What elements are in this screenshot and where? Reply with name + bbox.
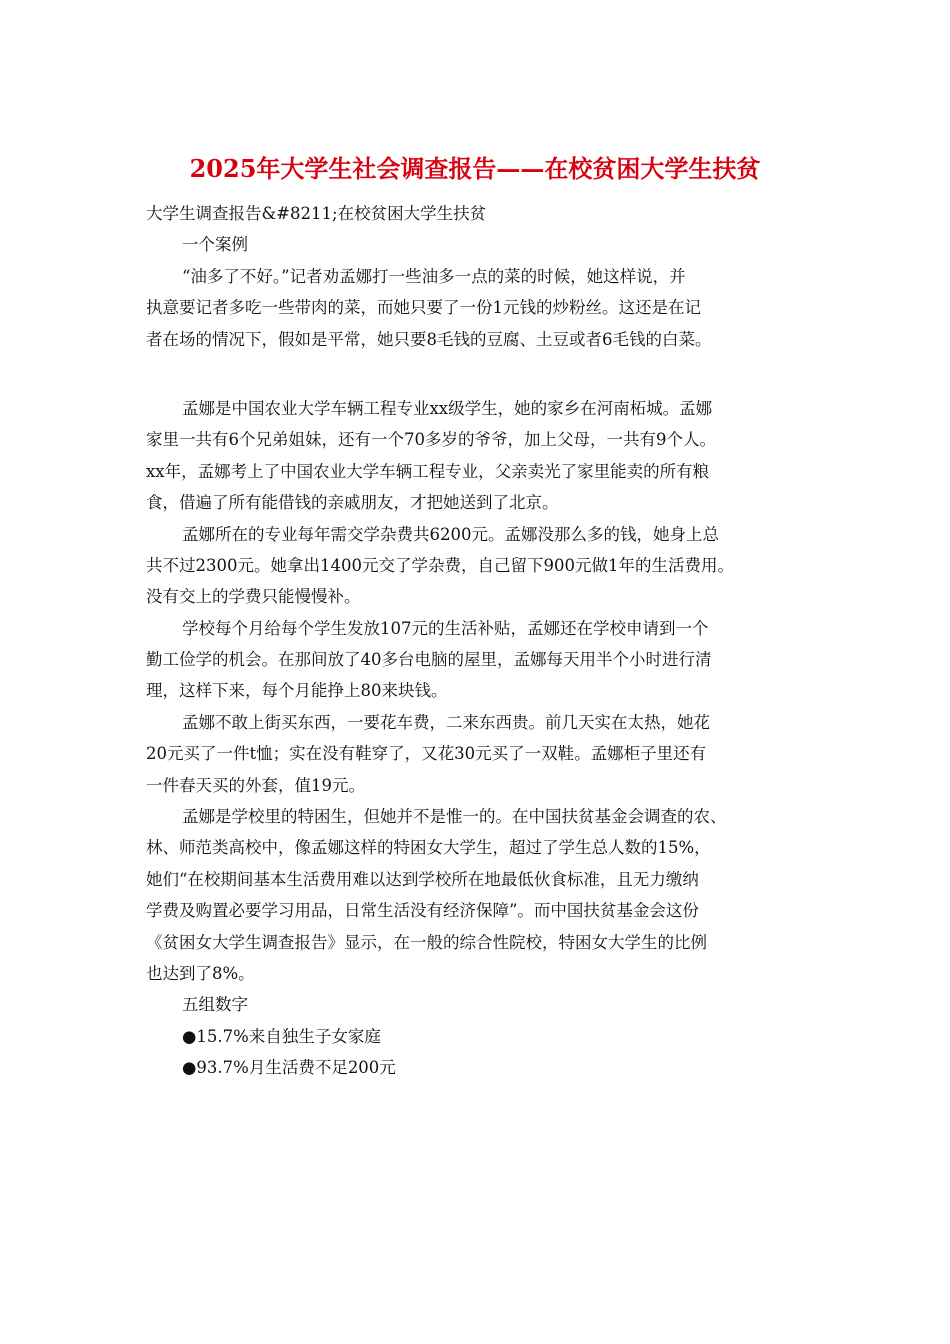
section-heading-numbers: 五组数字 [182, 995, 248, 1015]
paragraph-line: 她们“在校期间基本生活费用难以达到学校所在地最低伙食标准，且无力缴纳 [146, 869, 699, 889]
paragraph-line: 者在场的情况下，假如是平常，她只要8毛钱的豆腐、土豆或者6毛钱的白菜。 [146, 329, 712, 349]
paragraph-line: 一件春天买的外套，值19元。 [146, 775, 365, 795]
paragraph-line: 孟娜是中国农业大学车辆工程专业xx级学生，她的家乡在河南柘城。孟娜 [182, 398, 713, 418]
paragraph-line: 没有交上的学费只能慢慢补。 [146, 587, 361, 607]
paragraph-line: 孟娜是学校里的特困生，但她并不是惟一的。在中国扶贫基金会调查的农、 [182, 807, 727, 827]
section-heading-case: 一个案例 [182, 235, 248, 255]
bullet-item: ●93.7%月生活费不足200元 [182, 1058, 396, 1078]
paragraph-line: 执意要记者多吃一些带肉的菜，而她只要了一份1元钱的炒粉丝。这还是在记 [146, 298, 701, 318]
paragraph-5 [146, 707, 826, 801]
paragraph-line: “油多了不好。”记者劝孟娜打一些油多一点的菜的时候，她这样说，并 [182, 266, 686, 286]
paragraph-line: 学校每个月给每个学生发放107元的生活补贴，孟娜还在学校申请到一个 [182, 618, 709, 638]
paragraph-line: 学费及购置必要学习用品，日常生活没有经济保障”。而中国扶贫基金会这份 [146, 901, 699, 921]
paragraph-2 [146, 393, 826, 519]
bullet-item: ●15.7%来自独生子女家庭 [182, 1026, 381, 1046]
paragraph-line: 《贫困女大学生调查报告》显示，在一般的综合性院校，特困女大学生的比例 [146, 932, 707, 952]
paragraph-line: 孟娜所在的专业每年需交学杂费共6200元。孟娜没那么多的钱，她身上总 [182, 524, 719, 544]
paragraph-4 [146, 613, 826, 707]
paragraph-3 [146, 519, 826, 613]
paragraph-6 [146, 801, 826, 989]
document-title: 2025年大学生社会调查报告——在校贫困大学生扶贫 [189, 154, 761, 183]
paragraph-line: 勤工俭学的机会。在那间放了40多台电脑的屋里，孟娜每天用半个小时进行清 [146, 650, 712, 670]
paragraph-line: 林、师范类高校中，像孟娜这样的特困女大学生，超过了学生总人数的15%， [146, 838, 711, 858]
paragraph-line: 20元买了一件t恤；实在没有鞋穿了，又花30元买了一双鞋。孟娜柜子里还有 [146, 744, 707, 764]
paragraph-line: 也达到了8%。 [146, 963, 255, 983]
paragraph-line: 孟娜不敢上街买东西，一要花车费，二来东西贵。前几天实在太热，她花 [182, 712, 710, 732]
paragraph-line: 共不过2300元。她拿出1400元交了学杂费，自己留下900元做1年的生活费用。 [146, 555, 734, 575]
paragraph-line: xx年，孟娜考上了中国农业大学车辆工程专业，父亲卖光了家里能卖的所有粮 [146, 461, 710, 481]
paragraph-1 [146, 261, 826, 355]
paragraph-line: 理，这样下来，每个月能挣上80来块钱。 [146, 681, 448, 701]
paragraph-spacer [146, 355, 826, 393]
paragraph-line: 家里一共有6个兄弟姐妹，还有一个70多岁的爷爷，加上父母，一共有9个人。 [146, 430, 716, 450]
paragraph-line: 食，借遍了所有能借钱的亲戚朋友，才把她送到了北京。 [146, 493, 559, 513]
document-body [146, 198, 826, 1084]
document-subtitle: 大学生调查报告&#8211;在校贫困大学生扶贫 [146, 204, 487, 223]
